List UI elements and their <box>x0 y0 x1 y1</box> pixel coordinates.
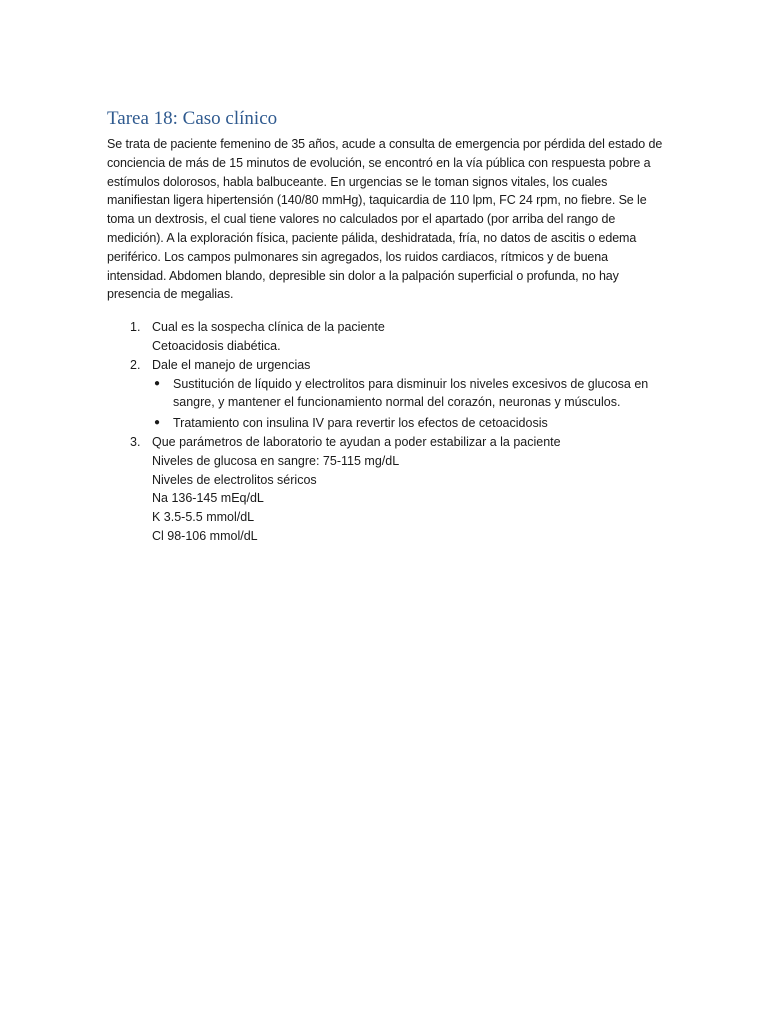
answer-line: K 3.5-5.5 mmol/dL <box>152 510 255 525</box>
answer-text: Cetoacidosis diabética. <box>152 338 281 353</box>
question-item-1 <box>107 318 663 356</box>
bullet-item <box>152 375 663 413</box>
question-text: Cual es la sospecha clínica de la paciente <box>152 320 385 335</box>
question-number: 2. <box>130 357 141 372</box>
question-number: 1. <box>130 320 141 335</box>
question-item-3 <box>107 433 663 546</box>
bullet-icon: ● <box>154 377 161 389</box>
question-number: 3. <box>130 434 141 449</box>
case-paragraph: Se trata de paciente femenino de 35 años, acude a consulta de emergencia por pérdida del estado de conciencia de más de 15 minutos de evolución, se encontró en la vía pública con respuesta pobre a estímulos dolorosos, habla balbuceante. En urgencias se le toman signos vitales, los cuales manifiestan ligera hipertensión (140/80 mmHg), taquicardia de 110 lpm, FC 24 rpm, no fiebre. Se le toma un dextrosis, el cual tiene valores no calculados por el apartado (por arriba del rango de medición). A la exploración física, paciente pálida, deshidratada, fría, no datos de ascitis o edema periférico. Los campos pulmonares sin agregados, los ruidos cardiacos, rítmicos y de buena intensidad. Abdomen blando, depresible sin dolor a la palpación superficial o profunda, no hay presencia de megalias. <box>107 137 663 302</box>
question-text: Que parámetros de laboratorio te ayudan a poder estabilizar a la paciente <box>152 434 561 449</box>
document-title: Tarea 18: Caso clínico <box>107 108 278 129</box>
bullet-text: Sustitución de líquido y electrolitos para disminuir los niveles excesivos de glucosa en sangre, y mantener el funcionamiento normal del corazón, neuronas y músculos. <box>173 376 649 410</box>
answer-line: Na 136-145 mEq/dL <box>152 491 264 506</box>
question-text: Dale el manejo de urgencias <box>152 357 311 372</box>
question-list <box>107 318 663 546</box>
answer-line: Niveles de glucosa en sangre: 75-115 mg/dL <box>152 453 400 468</box>
bullet-list <box>152 375 663 433</box>
bullet-item <box>152 414 663 433</box>
question-item-2 <box>107 356 663 433</box>
bullet-text: Tratamiento con insulina IV para revertir los efectos de cetoacidosis <box>173 416 548 431</box>
document-content <box>107 107 663 546</box>
answer-line: Niveles de electrolitos séricos <box>152 472 317 487</box>
bullet-icon: ● <box>154 417 161 429</box>
answer-line: Cl 98-106 mmol/dL <box>152 528 258 543</box>
